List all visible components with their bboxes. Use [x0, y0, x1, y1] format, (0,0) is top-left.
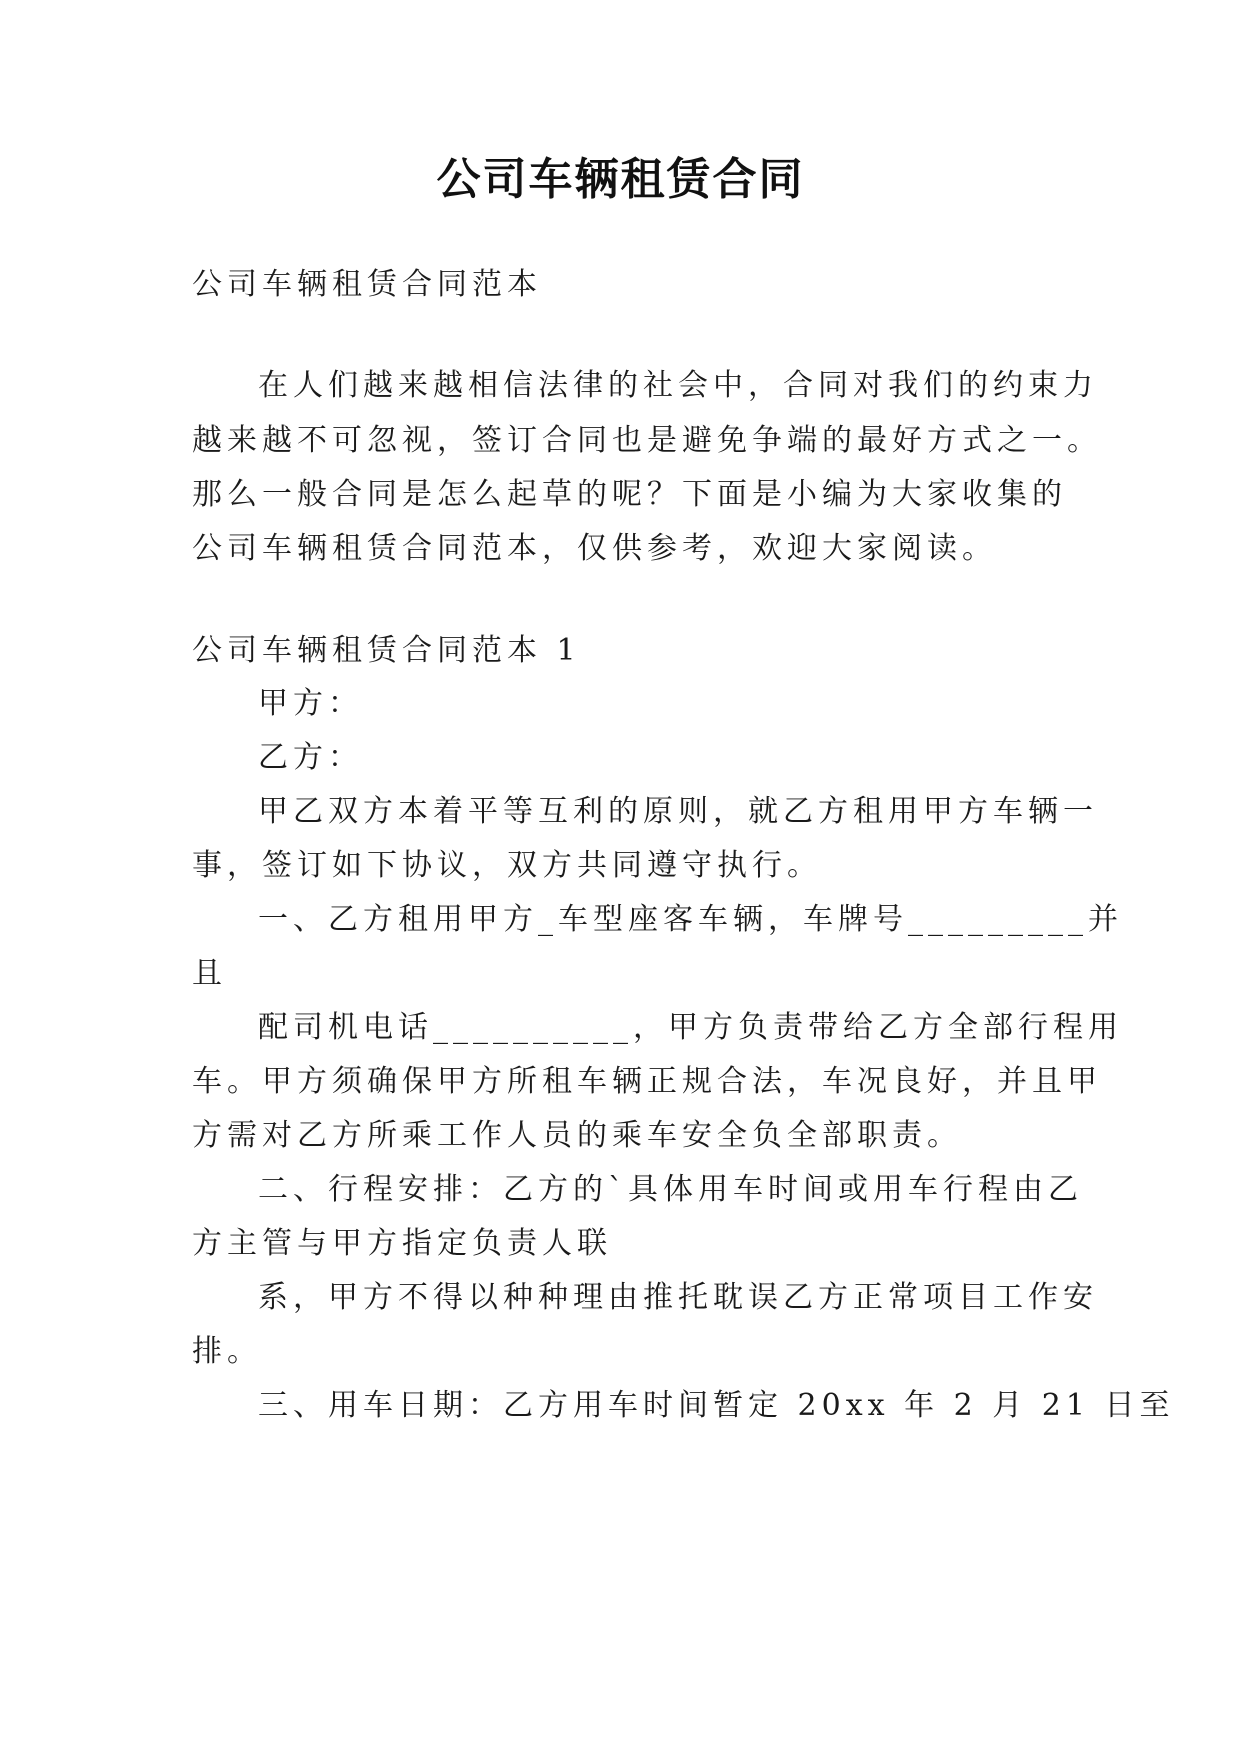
clause-1-line: 配司机电话__________，甲方负责带给乙方全部行程用 — [258, 1010, 1123, 1045]
clause-2-line: 排。 — [192, 1334, 262, 1369]
body-line: 甲乙双方本着平等互利的原则，就乙方租用甲方车辆一 — [258, 794, 1098, 829]
intro-line: 那么一般合同是怎么起草的呢？下面是小编为大家收集的 — [192, 477, 1067, 512]
clause-2-line: 方主管与甲方指定负责人联 — [192, 1226, 612, 1261]
clause-2-line: 二、行程安排：乙方的`具体用车时间或用车行程由乙 — [258, 1172, 1083, 1207]
document-title: 公司车辆租赁合同 — [436, 154, 805, 205]
clause-1-line: 一、乙方租用甲方_车型座客车辆，车牌号_________并 — [258, 902, 1123, 937]
intro-line: 公司车辆租赁合同范本，仅供参考，欢迎大家阅读。 — [192, 531, 997, 566]
document-subtitle: 公司车辆租赁合同范本 — [192, 267, 542, 302]
party-b-line: 乙方： — [258, 740, 363, 775]
body-line: 事，签订如下协议，双方共同遵守执行。 — [192, 848, 822, 883]
clause-2-line: 系，甲方不得以种种理由推托耽误乙方正常项目工作安 — [258, 1280, 1098, 1315]
intro-line: 在人们越来越相信法律的社会中，合同对我们的约束力 — [258, 368, 1098, 403]
party-a-line: 甲方： — [258, 686, 363, 721]
section-heading: 公司车辆租赁合同范本 1 — [192, 633, 581, 668]
clause-3-line: 三、用车日期：乙方用车时间暂定 20xx 年 2 月 21 日至 — [258, 1388, 1175, 1423]
intro-line: 越来越不可忽视，签订合同也是避免争端的最好方式之一。 — [192, 423, 1102, 458]
clause-1-line: 方需对乙方所乘工作人员的乘车安全负全部职责。 — [192, 1118, 962, 1153]
clause-1-line: 且 — [192, 956, 227, 991]
clause-1-line: 车。甲方须确保甲方所租车辆正规合法，车况良好，并且甲 — [192, 1064, 1102, 1099]
